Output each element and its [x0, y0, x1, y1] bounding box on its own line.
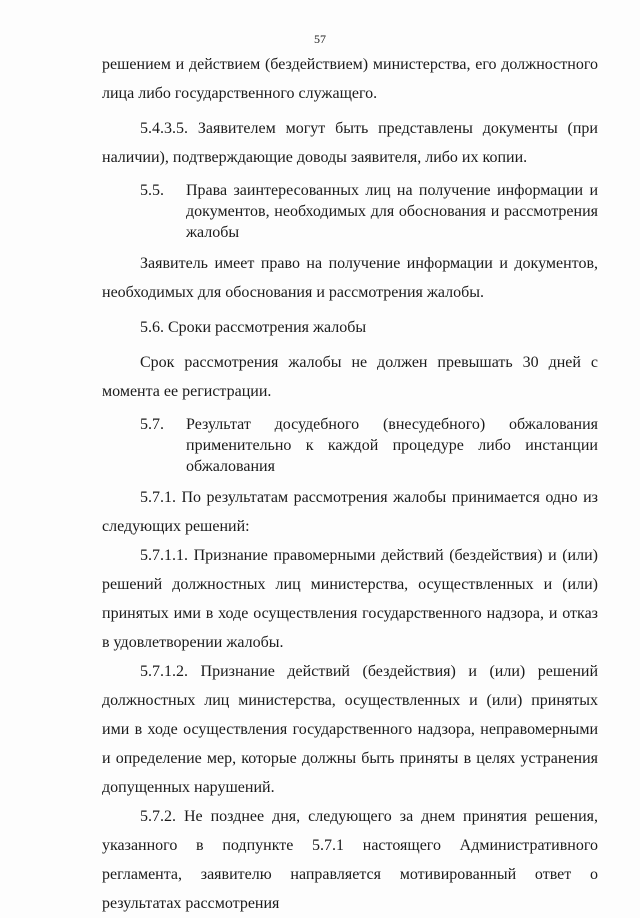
- section-heading: [102, 180, 598, 243]
- section-number: 5.7.: [140, 416, 164, 433]
- section-heading: [102, 414, 598, 477]
- paragraph: 5.7.2. Не позднее дня, следующего за днем принятия решения, указанного в подпункте 5.7.1 настоящего Административного регламента, заявителю направляется мотивированный ответ о результатах рассмотрения: [102, 808, 598, 912]
- section-title: Результат досудебного (внесудебного) обжалования применительно к каждой процедуре либо инстанции обжалования: [186, 416, 598, 475]
- paragraph: 5.7.1. По результатам рассмотрения жалобы принимается одно из следующих решений:: [102, 489, 598, 535]
- page-number: 57: [314, 32, 326, 46]
- paragraph: 5.7.1.1. Признание правомерными действий (бездействия) и (или) решений должностных лиц министерства, осуществленных и (или) принятых ими в ходе осуществления государственного надзора, и отказ в удовлетворении жалобы.: [102, 547, 598, 651]
- paragraph: 5.7.1.2. Признание действий (бездействия) и (или) решений должностных лиц министерства, осуществленных и (или) принятых ими в ходе осуществления государственного надзора, неправомерными и определение мер, которые должны быть приняты в целях устранения допущенных нарушений.: [102, 663, 598, 796]
- paragraph: решением и действием (бездействием) министерства, его должностного лица либо государственного служащего.: [102, 56, 598, 102]
- section-heading: 5.6. Сроки рассмотрения жалобы: [140, 319, 367, 336]
- section-number: 5.5.: [140, 182, 164, 199]
- section-title: Права заинтересованных лиц на получение информации и документов, необходимых для обоснования и рассмотрения жалобы: [186, 182, 598, 241]
- paragraph: Срок рассмотрения жалобы не должен превышать 30 дней с момента ее регистрации.: [102, 354, 598, 400]
- paragraph: Заявитель имеет право на получение информации и документов, необходимых для обоснования и рассмотрения жалобы.: [102, 255, 598, 301]
- document-body: [102, 50, 598, 918]
- paragraph: 5.4.3.5. Заявителем могут быть представлены документы (при наличии), подтверждающие доводы заявителя, либо их копии.: [102, 120, 598, 166]
